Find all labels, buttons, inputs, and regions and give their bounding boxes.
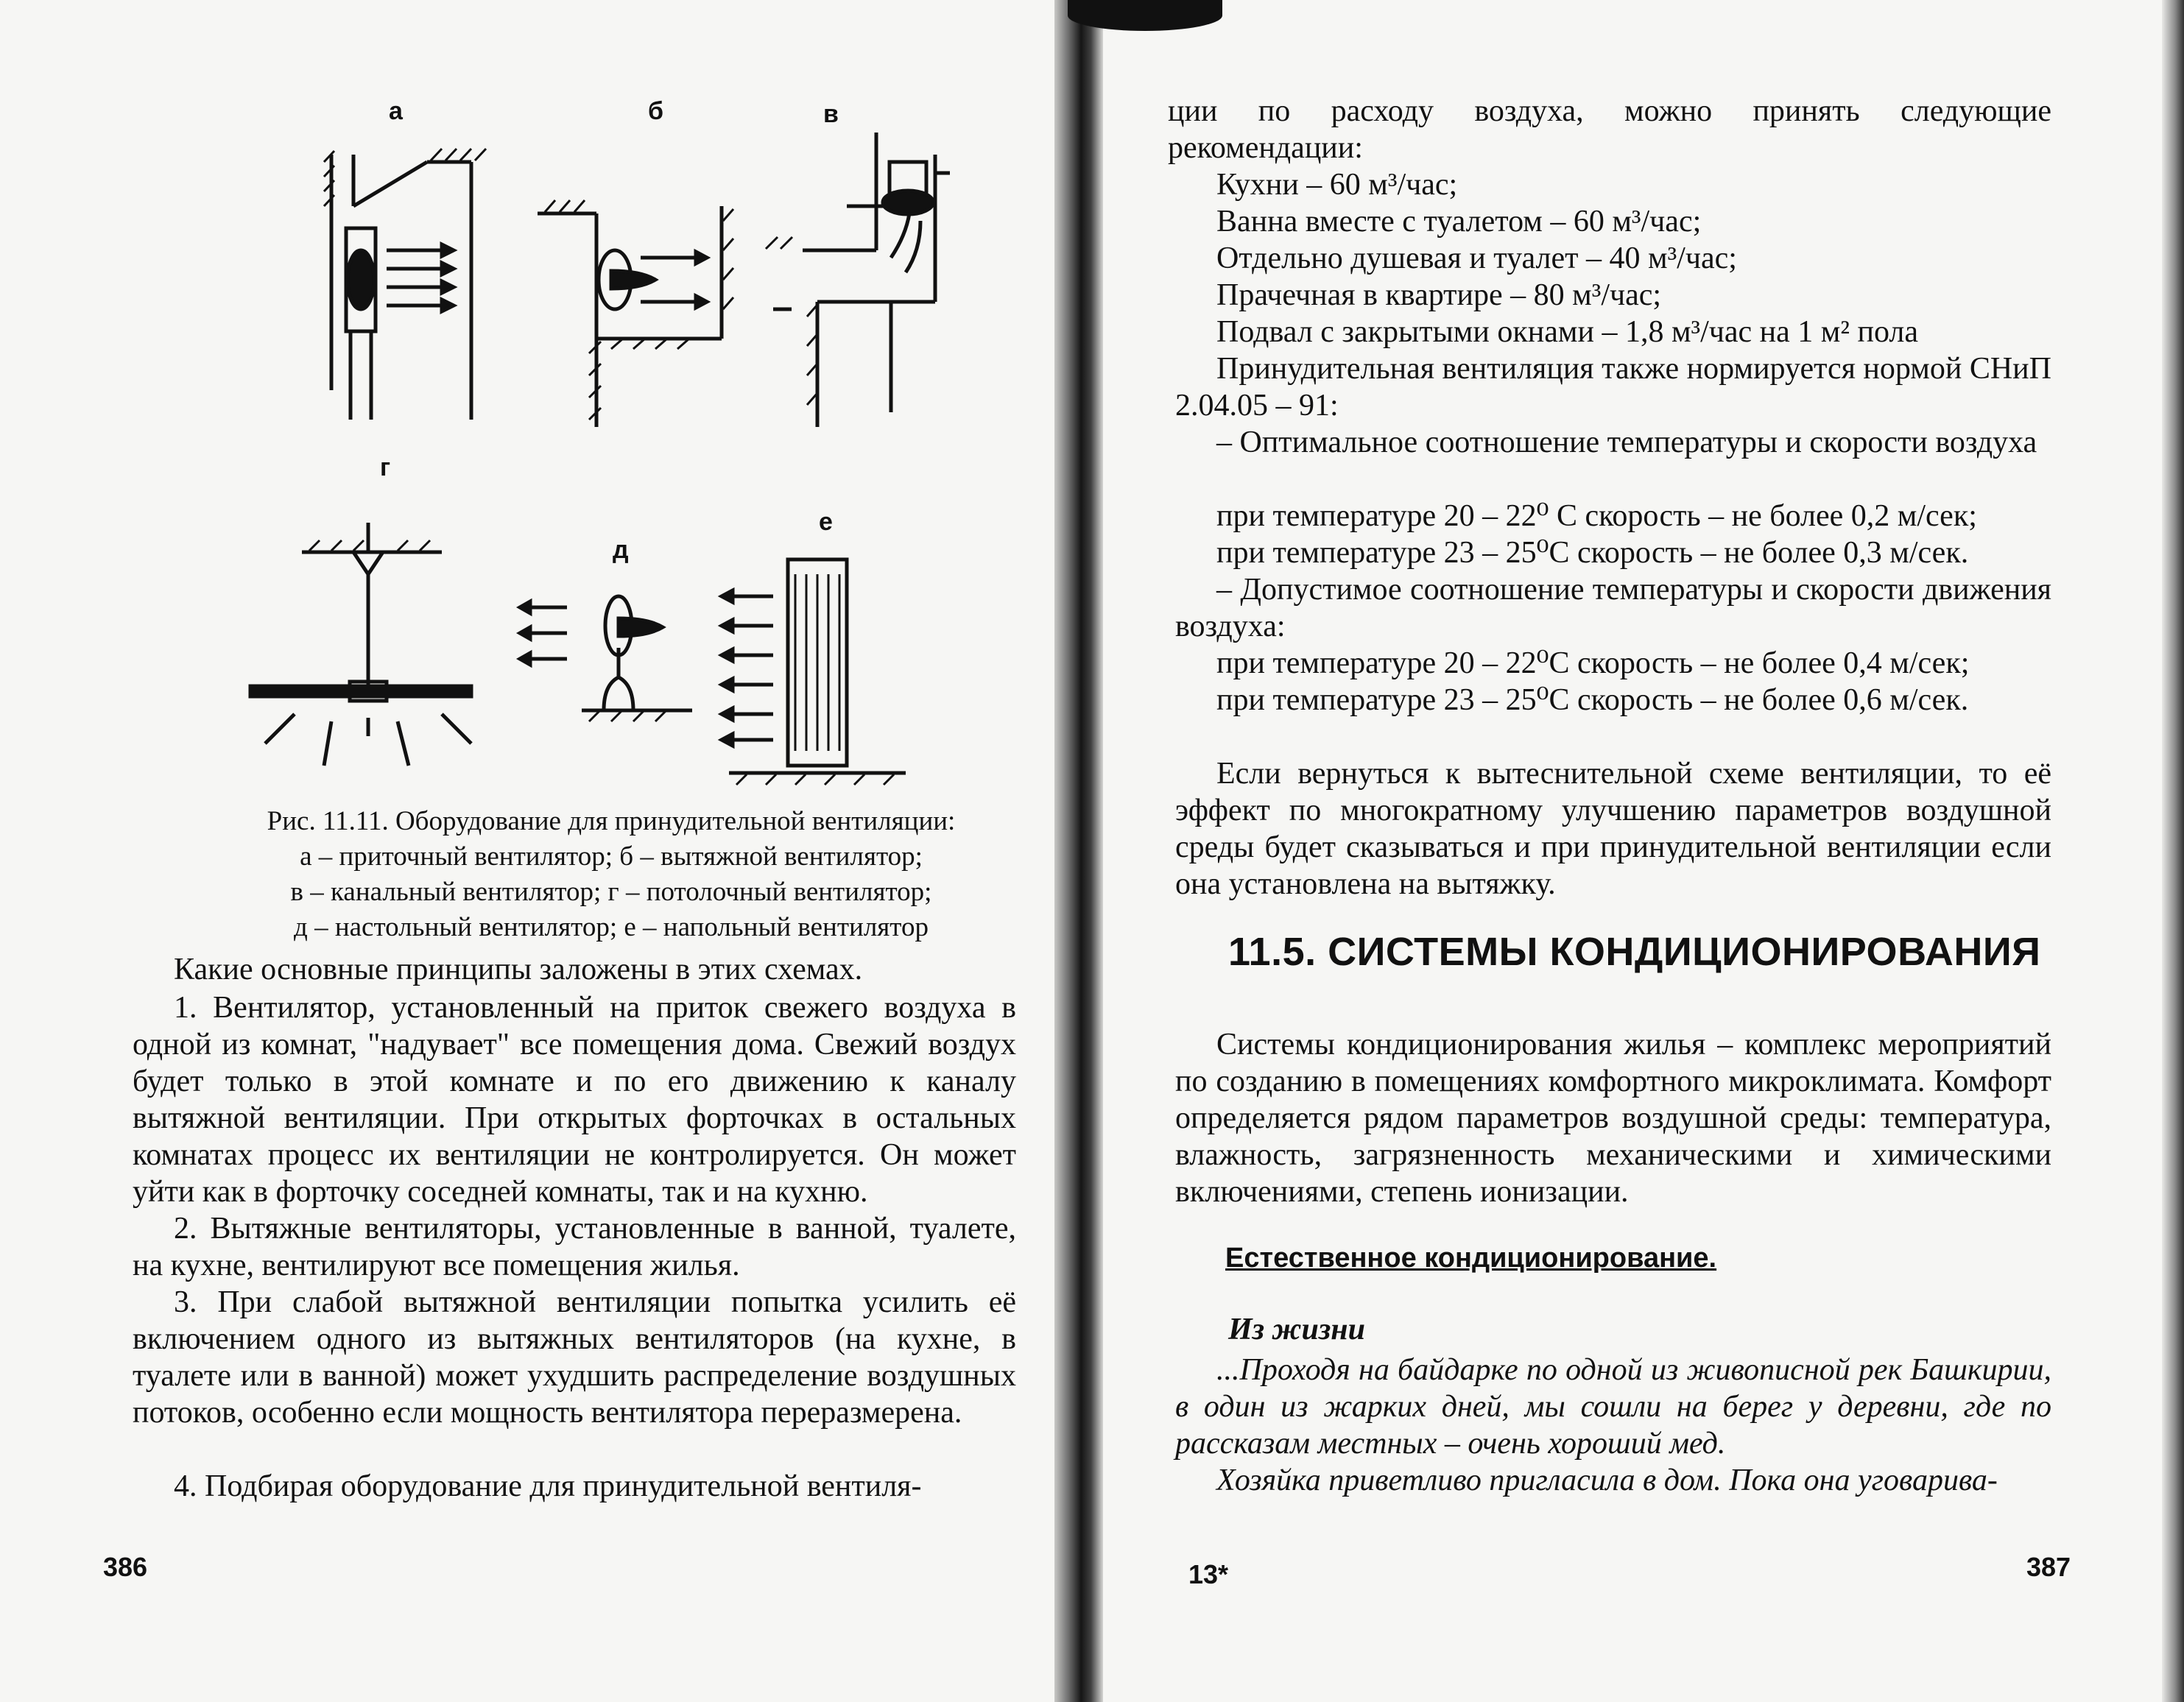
- principle-2: 2. Вытяжные вентиляторы, установленные в ванной, туалете, на кухне, вентилируют все помещения жилья.: [133, 1212, 1016, 1282]
- exhaust-fan-diagram: [530, 191, 744, 442]
- figure-label-b: б: [648, 97, 664, 125]
- page-edge: [2162, 0, 2184, 1702]
- from-life-heading: Из жизни: [1228, 1313, 1365, 1346]
- allowed-row-2: при температуре 23 – 25⁰С скорость – не более 0,6 м/сек.: [1216, 683, 1969, 717]
- figure-label-d: д: [613, 536, 629, 564]
- list-item: Отдельно душевая и туалет – 40 м³/час;: [1216, 241, 1737, 275]
- figure-caption: Рис. 11.11. Оборудование для принудительной вентиляции: а – приточный вентилятор; б – вытяжной вентилятор; в – канальный вентилятор; г – потолочный вентилятор; д – настольный вентилятор; е – напольный вентилятор: [267, 806, 956, 942]
- signature-mark: 13*: [1188, 1559, 1229, 1589]
- recommendations-intro: ции по расходу воздуха, можно принять следующие рекомендации:: [1168, 94, 2051, 165]
- allowed-heading: – Допустимое соотношение температуры и скорости движения воздуха:: [1175, 573, 2051, 643]
- snip-norm: Принудительная вентиляция также нормируется нормой СНиП 2.04.05 – 91:: [1175, 352, 2051, 423]
- subsection-heading: Естественное кондиционирование.: [1225, 1243, 1717, 1274]
- list-item: Прачечная в квартире – 80 м³/час;: [1216, 278, 1662, 312]
- section-heading: 11.5. СИСТЕМЫ КОНДИЦИОНИРОВАНИЯ: [1228, 930, 2041, 974]
- figure-label-v: в: [823, 100, 839, 128]
- displacement-paragraph: Если вернуться к вытеснительной схеме вентиляции, то её эффект по многократному улучшению параметров воздушной среды будет сказываться и при принудительной вентиляции если она установлена на вытяжку.: [1175, 757, 2051, 901]
- optimal-row-2: при температуре 23 – 25⁰С скорость – не более 0,3 м/сек.: [1216, 536, 1969, 570]
- figure-label-e: е: [819, 508, 833, 536]
- desk-fan-diagram: [523, 582, 707, 736]
- allowed-row-1: при температуре 20 – 22⁰С скорость – не более 0,4 м/сек;: [1216, 646, 1970, 680]
- figure-label-g: г: [380, 453, 391, 481]
- story-paragraph-1: ...Проходя на байдарке по одной из живописной рек Башкирии, в один из жарких дней, мы сошли на берег у деревни, где по рассказам местных – очень хороший мед.: [1175, 1353, 2051, 1461]
- ceiling-fan-diagram: [250, 515, 486, 780]
- list-item: Кухни – 60 м³/час;: [1216, 168, 1458, 202]
- page-number-left: 386: [103, 1552, 148, 1582]
- left-page: [0, 0, 1082, 1702]
- principle-3: 3. При слабой вытяжной вентиляции попытка усилить её включением одного из вытяжных вентиляторов (на кухне, в туалете или в ванной) может ухудшить распределение воздушных потоков, особенно если мощность вентилятора переразмерена.: [133, 1285, 1016, 1430]
- story-paragraph-2: Хозяйка приветливо пригласила в дом. Пока она уговарива-: [1216, 1463, 1998, 1497]
- principle-4: 4. Подбирая оборудование для принудительной вентиля-: [174, 1469, 922, 1503]
- supply-fan-diagram: [324, 147, 515, 427]
- list-item: Подвал с закрытыми окнами – 1,8 м³/час на 1 м² пола: [1216, 315, 1918, 349]
- spine-shadow: [1068, 0, 1222, 31]
- floor-fan-diagram: [722, 552, 913, 795]
- figure-label-a: а: [389, 97, 403, 125]
- principle-1: 1. Вентилятор, установленный на приток свежего воздуха в одной из комнат, "надувает" все помещения дома. Свежий воздух будет только в этой комнате и по его движению к каналу вытяжной вентиляции. При открытых форточках в остальных комнатах процесс их вентиляции не контролируется. Он может уйти как в форточку соседней комнаты, так и на кухню.: [133, 991, 1016, 1209]
- optimal-heading: – Оптимальное соотношение температуры и скорости воздуха: [1216, 426, 2037, 459]
- page-number-right: 387: [2026, 1552, 2071, 1582]
- principles-intro: Какие основные принципы заложены в этих схемах.: [174, 953, 863, 986]
- duct-fan-diagram: [758, 133, 972, 442]
- conditioning-paragraph: Системы кондиционирования жилья – комплекс мероприятий по созданию в помещениях комфортного микроклимата. Комфорт определяется рядом параметров воздушной среды: температура, влажность, загрязненность механическими и химическими включениями, степень ионизации.: [1175, 1028, 2051, 1209]
- list-item: Ванна вместе с туалетом – 60 м³/час;: [1216, 205, 1702, 239]
- optimal-row-1: при температуре 20 – 22⁰ С скорость – не более 0,2 м/сек;: [1216, 499, 1977, 533]
